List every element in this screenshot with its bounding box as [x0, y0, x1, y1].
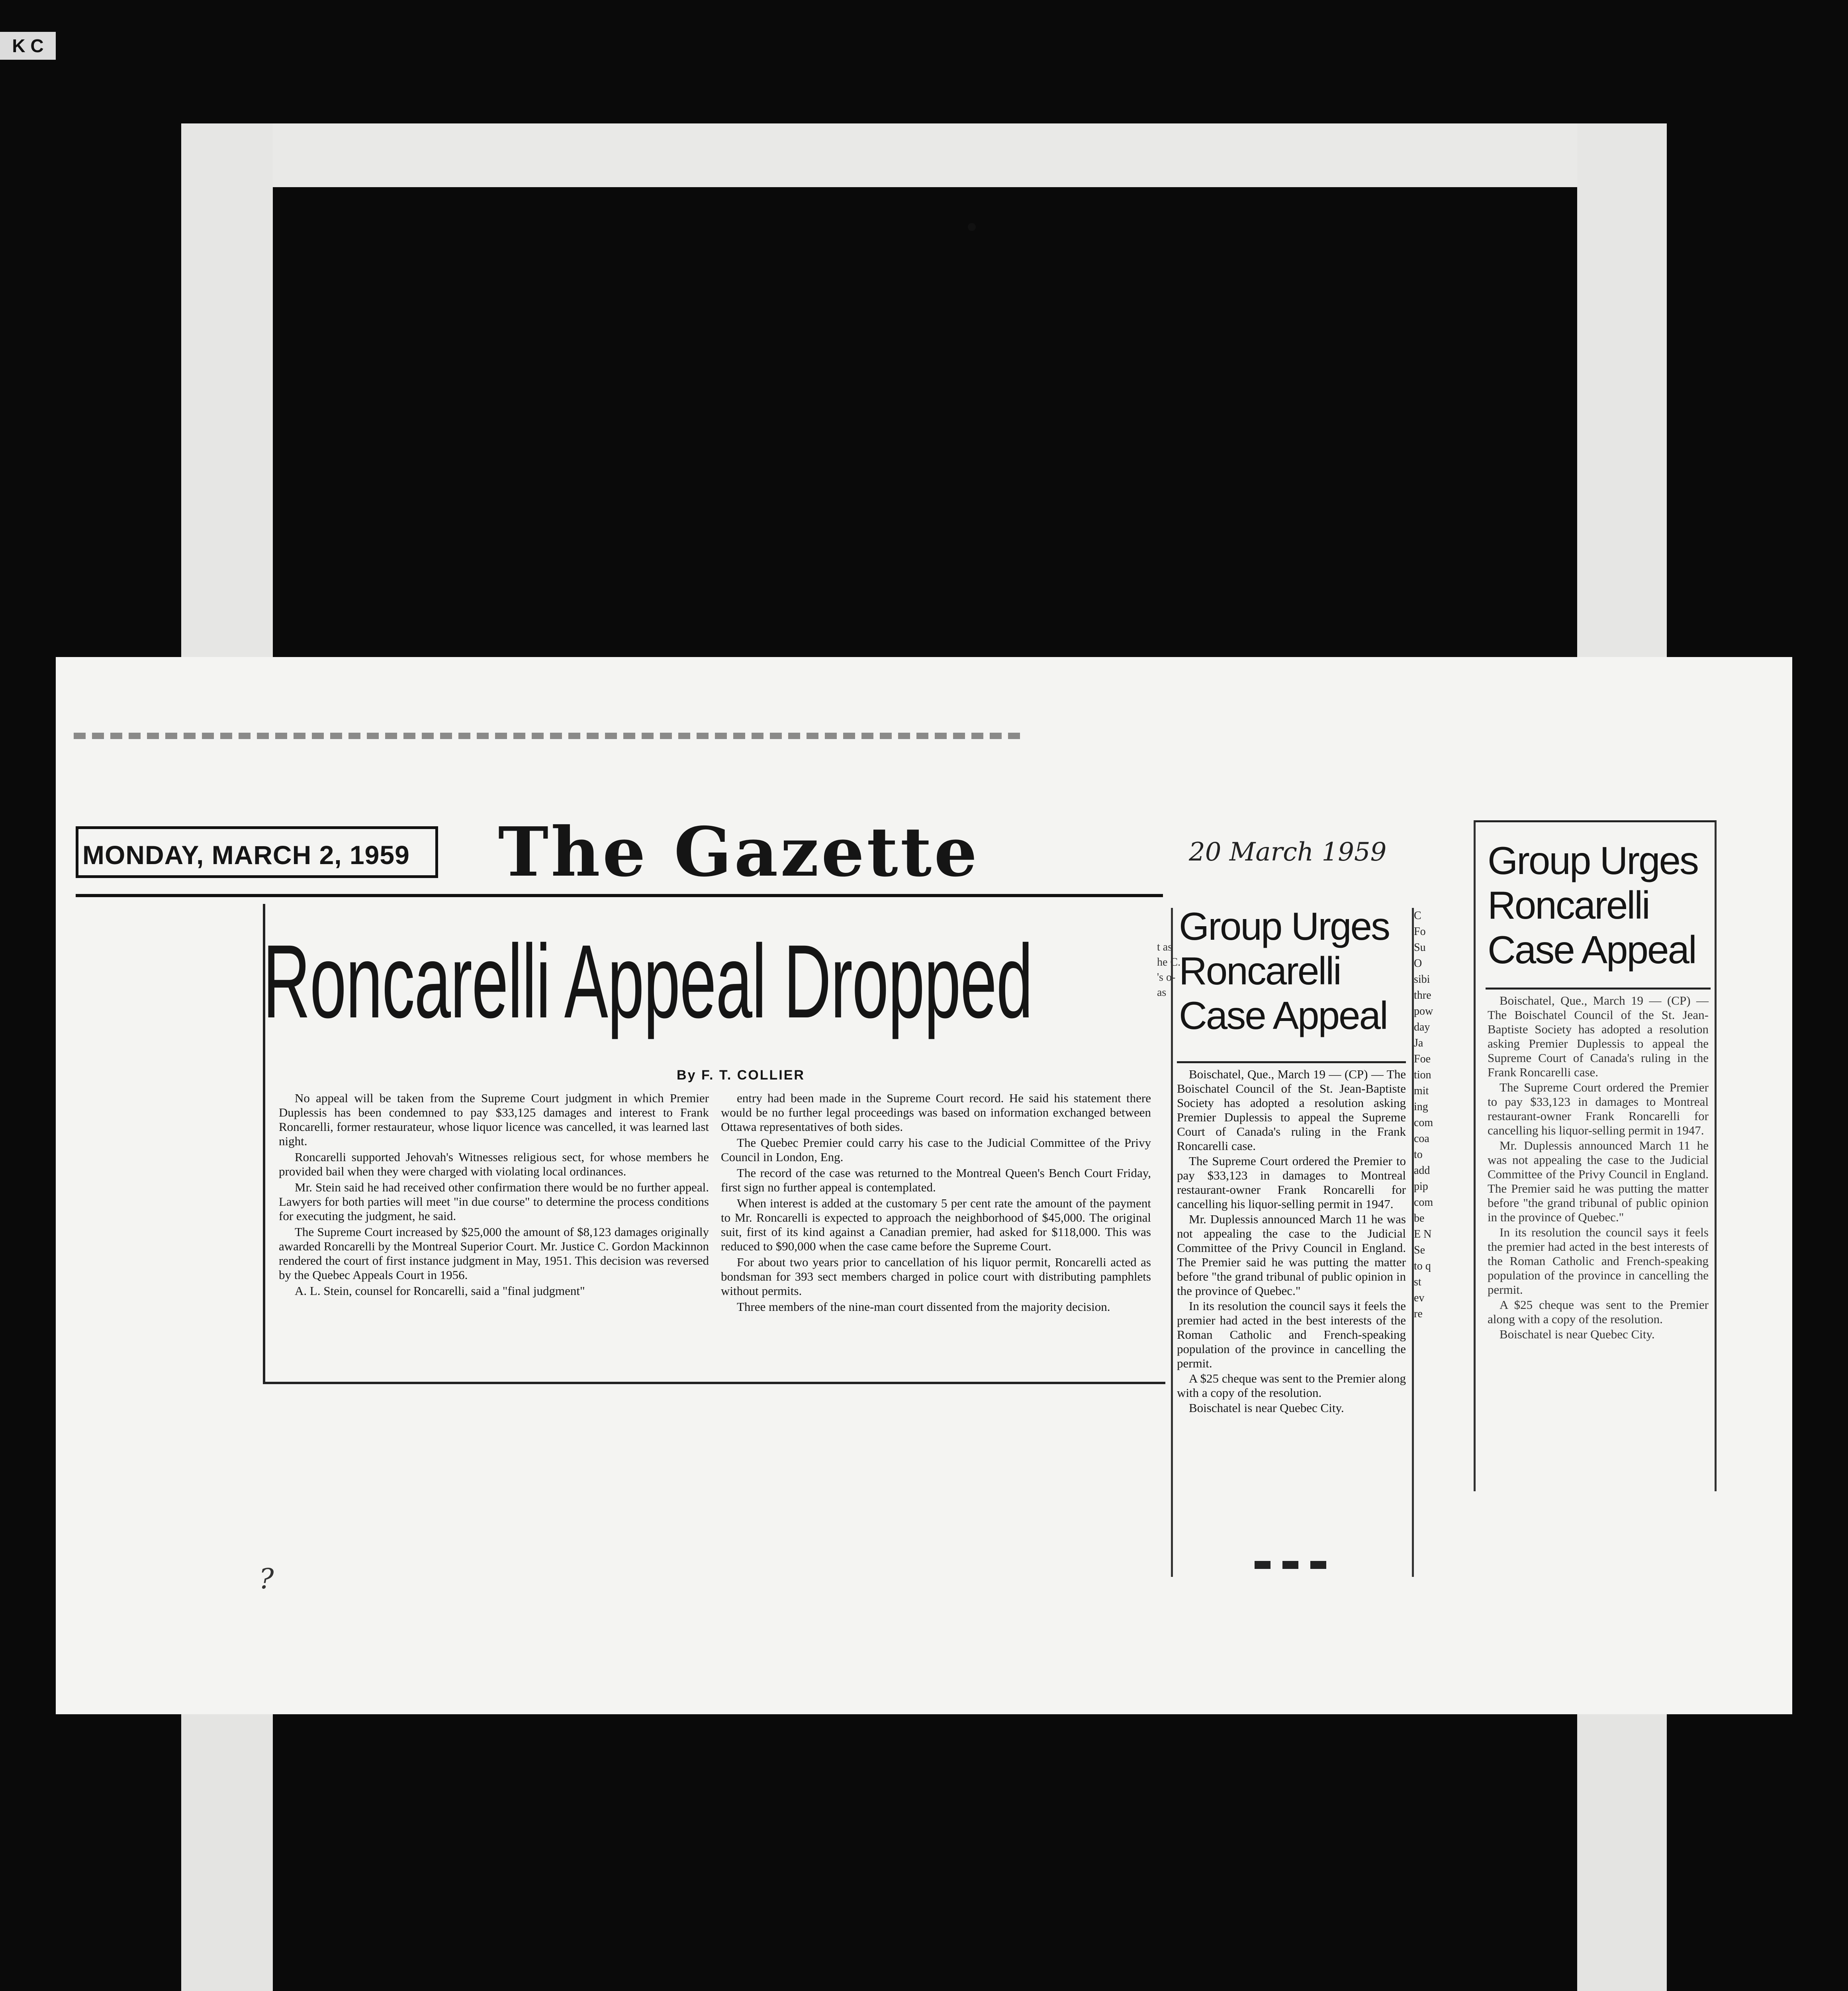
gazette-masthead: The Gazette [498, 812, 980, 892]
masthead-rule [76, 894, 1163, 897]
clipping-2-body [1488, 994, 1709, 1491]
clipping-paragraph: Mr. Duplessis announced March 11 he was not appealing the case to the Judicial Committee of the Privy Council in England. The Premier said he was putting the matter before "the grand tribunal of public opinion in the province of Quebec." [1488, 1138, 1709, 1224]
article-paragraph: entry had been made in the Supreme Court record. He said his statement there would be no further legal proceedings was based on information exchanged between Ottawa representatives of both sides. [721, 1091, 1151, 1134]
clipping-paragraph: Boischatel, Que., March 19 — (CP) — The Boischatel Council of the St. Jean-Baptiste Society has adopted a resolution asking Premier Duplessis to appeal the Supreme Court of Canada's ruling in the Frank Roncarelli case. [1177, 1067, 1406, 1153]
clipping-1-rule [1177, 1061, 1406, 1063]
film-frame-left [181, 123, 273, 657]
clipping-1-headline: Group Urges Roncarelli Case Appeal [1179, 904, 1390, 1037]
article-paragraph: Mr. Stein said he had received other confirmation there would be no further appeal. Lawyers for both parties will meet "in due course" to determine the process conditions for executing the judgment, he said. [279, 1180, 709, 1223]
film-frame-right [1577, 123, 1667, 657]
clipping-paragraph: The Supreme Court ordered the Premier to pay $33,123 in damages to Montreal restaurant-owner Frank Roncarelli for cancelling his liquor-selling permit in 1947. [1177, 1154, 1406, 1211]
clipping-2-headline: Group Urges Roncarelli Case Appeal [1488, 839, 1698, 972]
handwritten-date: 20 March 1959 [1189, 837, 1387, 867]
article-paragraph: Roncarelli supported Jehovah's Witnesses religious sect, for whose members he provided bail when they were charged with violating local ordinances. [279, 1150, 709, 1178]
partial-clipping-sliver: t as he C. 's o- as [1157, 941, 1181, 999]
gazette-byline: By F. T. COLLIER [677, 1068, 805, 1083]
article-paragraph: A. L. Stein, counsel for Roncarelli, said a "final judgment" [295, 1284, 585, 1298]
film-frame-left-lower [181, 1712, 273, 1991]
clipping-paragraph: In its resolution the council says it feels the premier had acted in the best interests of the Roman Catholic and French-speaking population of the province in cancelling the permit. [1488, 1225, 1709, 1297]
gazette-dateline: MONDAY, MARCH 2, 1959 [76, 826, 438, 878]
clipping-1-body [1177, 1067, 1406, 1545]
clipping-paragraph: A $25 cheque was sent to the Premier along with a copy of the resolution. [1177, 1371, 1406, 1400]
clipping-2-rule [1486, 988, 1711, 990]
torn-edge [74, 733, 1026, 739]
film-speck [968, 223, 976, 231]
clipping-paragraph: The Supreme Court ordered the Premier to pay $33,123 in damages to Montreal restaurant-owner Frank Roncarelli for cancelling his liquor-selling permit in 1947. [1488, 1080, 1709, 1137]
clipping-paragraph: Boischatel is near Quebec City. [1500, 1327, 1655, 1341]
article-paragraph: The Quebec Premier could carry his case to the Judicial Committee of the Privy Council in London, Eng. [721, 1136, 1151, 1164]
article-paragraph: When interest is added at the customary 5 per cent rate the amount of the payment to Mr. Roncarelli is expected to approach the neighborhood of $45,000. The original suit, first of its kind against a Canadian premier, had asked for $118,000. This was reduced to $90,000 when the case came before the Supreme Court. [721, 1196, 1151, 1253]
clipping-paragraph: Mr. Duplessis announced March 11 he was not appealing the case to the Judicial Committee of the Privy Council in England. The Premier said he was putting the matter before "the grand tribunal of public opinion in the province of Quebec." [1177, 1212, 1406, 1298]
article-paragraph: For about two years prior to cancellation of his liquor permit, Roncarelli acted as bondsman for 393 sect members charged in police court with distributing pamphlets without permits. [721, 1255, 1151, 1298]
gazette-headline: Roncarelli Appeal Dropped [263, 923, 1033, 1040]
partial-clipping-sliver: C Fo Su O sibi thre pow day Ja Foe tion mit ing com coa to add pip com be E N Se to q st ev re [1414, 909, 1433, 1320]
pencil-mark: ? [259, 1563, 274, 1595]
film-marker: K C [0, 32, 56, 60]
clipping-paragraph: Boischatel, Que., March 19 — (CP) — The Boischatel Council of the St. Jean-Baptiste Society has adopted a resolution asking Premier Duplessis to appeal the Supreme Court of Canada's ruling in the Frank Roncarelli case. [1488, 994, 1709, 1079]
article-paragraph: The record of the case was returned to the Montreal Queen's Bench Court Friday, first sign no further appeal is contemplated. [721, 1166, 1151, 1194]
article-column-right [721, 1091, 1151, 1370]
clipping-paragraph: A $25 cheque was sent to the Premier along with a copy of the resolution. [1488, 1298, 1709, 1326]
clipping-paragraph: In its resolution the council says it feels the premier had acted in the best interests of the Roman Catholic and French-speaking population of the province in cancelling the permit. [1177, 1299, 1406, 1370]
clipping-1-footer-rule [1255, 1561, 1334, 1569]
article-paragraph: The Supreme Court increased by $25,000 the amount of $8,123 damages originally awarded Roncarelli by the Montreal Superior Court. Mr. Justice C. Gordon Mackinnon rendered the court of first instance judgment in May, 1951. This decision was reversed by the Quebec Appeals Court in 1956. [279, 1225, 709, 1282]
film-frame-top [181, 123, 1667, 187]
film-frame-right-lower [1577, 1712, 1667, 1991]
article-column-left [279, 1091, 709, 1370]
clipping-paragraph: Boischatel is near Quebec City. [1189, 1401, 1344, 1415]
article-paragraph: Three members of the nine-man court dissented from the majority decision. [737, 1300, 1110, 1314]
article-paragraph: No appeal will be taken from the Supreme Court judgment in which Premier Duplessis has been condemned to pay $33,125 damages and interest to Frank Roncarelli, former restaurateur, whose liquor licence was cancelled, it was learned last night. [279, 1091, 709, 1148]
